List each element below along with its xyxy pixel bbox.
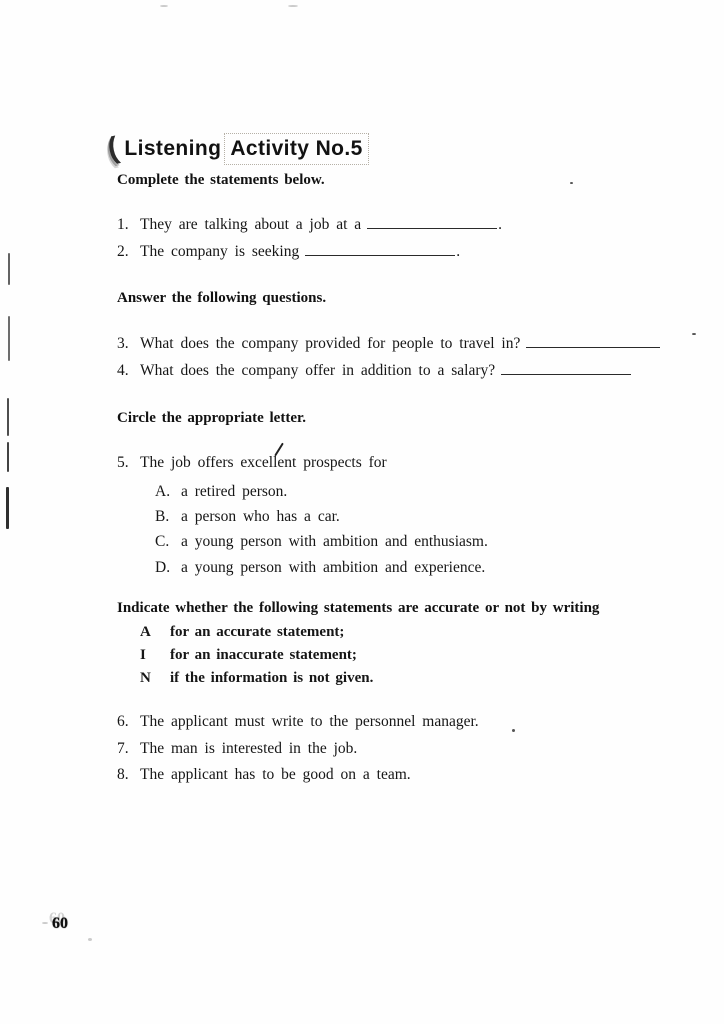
activity-title-text-1: Listening [124, 137, 222, 160]
page-number: 60 [52, 915, 68, 932]
scan-speck [288, 5, 298, 7]
key-letter: N [140, 669, 151, 686]
question-item-4 [117, 358, 660, 385]
scan-speck [88, 938, 92, 941]
option-b [155, 504, 488, 529]
margin-scan-streak [8, 316, 10, 361]
option-text: a young person with ambition and experience. [181, 558, 486, 576]
margin-scan-streak [8, 253, 10, 285]
question-item-3 [117, 331, 660, 358]
section-heading-circle: Circle the appropriate letter. [117, 410, 307, 426]
item-text: What does the company provided for people to travel in? [140, 335, 521, 352]
item-number: 8. [117, 766, 129, 783]
scan-speck [692, 333, 696, 335]
key-row-a [140, 621, 373, 644]
item-text: The company is seeking [140, 242, 300, 260]
item-text: The applicant has to be good on a team. [140, 766, 411, 783]
item-text: The applicant must write to the personnel manager. [140, 713, 479, 730]
scan-speck [570, 182, 573, 184]
margin-scan-streak [7, 442, 9, 472]
ain-key [140, 621, 373, 689]
item-text: The job offers excellent prospects for [140, 454, 387, 471]
scan-speck [512, 729, 515, 732]
key-row-i [140, 644, 373, 667]
activity-title-text-2: Activity No.5 [230, 137, 363, 160]
item-tail: . [456, 242, 461, 260]
item-text: They are talking about a job at a [140, 216, 362, 233]
item-text: The man is interested in the job. [140, 739, 358, 757]
option-d [155, 555, 488, 580]
statements-1-2 [117, 212, 502, 265]
key-text: if the information is not given. [170, 669, 374, 686]
item-number: 6. [117, 713, 129, 730]
key-text: for an accurate statement; [170, 624, 345, 640]
item-number: 7. [117, 739, 129, 757]
option-letter: C. [155, 533, 170, 551]
option-a [155, 479, 488, 504]
key-letter: A [140, 624, 151, 640]
item-number: 1. [117, 216, 129, 233]
margin-scan-streak [6, 487, 9, 529]
scan-speck [160, 5, 168, 7]
item-tail: . [498, 216, 503, 233]
margin-scan-streak [7, 398, 9, 436]
option-letter: A. [155, 483, 171, 500]
key-letter: I [140, 646, 146, 663]
item-number: 2. [117, 242, 129, 260]
key-row-n [140, 667, 373, 690]
option-c [155, 529, 488, 554]
item-number: 3. [117, 335, 129, 352]
statement-item-1 [117, 212, 502, 239]
section-heading-answer: Answer the following questions. [117, 290, 327, 306]
answer-blank-1 [367, 215, 497, 229]
section-heading-indicate: Indicate whether the following statements are accurate or not by writing [117, 600, 600, 616]
scribble-paren-mark: ( [104, 131, 122, 166]
statement-item-6 [117, 709, 479, 736]
option-text: a person who has a car. [181, 508, 340, 526]
question-item-5 [117, 450, 387, 477]
key-text: for an inaccurate statement; [170, 646, 357, 663]
item-number: 4. [117, 361, 129, 379]
option-text: a retired person. [181, 483, 288, 500]
answer-blank-4 [501, 361, 631, 375]
statements-6-8 [117, 709, 479, 789]
questions-3-4 [117, 331, 660, 384]
question-5-options [155, 479, 488, 580]
answer-blank-2 [305, 242, 455, 256]
scan-speck [42, 922, 48, 924]
option-text: a young person with ambition and enthusiasm. [181, 533, 488, 551]
item-number: 5. [117, 454, 129, 471]
statement-item-8 [117, 762, 479, 789]
statement-item-7 [117, 736, 479, 763]
item-text: What does the company offer in addition to a salary? [140, 361, 496, 379]
statement-item-2 [117, 239, 502, 266]
question-5 [117, 450, 387, 477]
option-letter: D. [155, 558, 171, 576]
answer-blank-3 [526, 334, 660, 348]
section-heading-complete: Complete the statements below. [117, 172, 325, 188]
option-letter: B. [155, 508, 170, 526]
activity-title [104, 131, 365, 166]
